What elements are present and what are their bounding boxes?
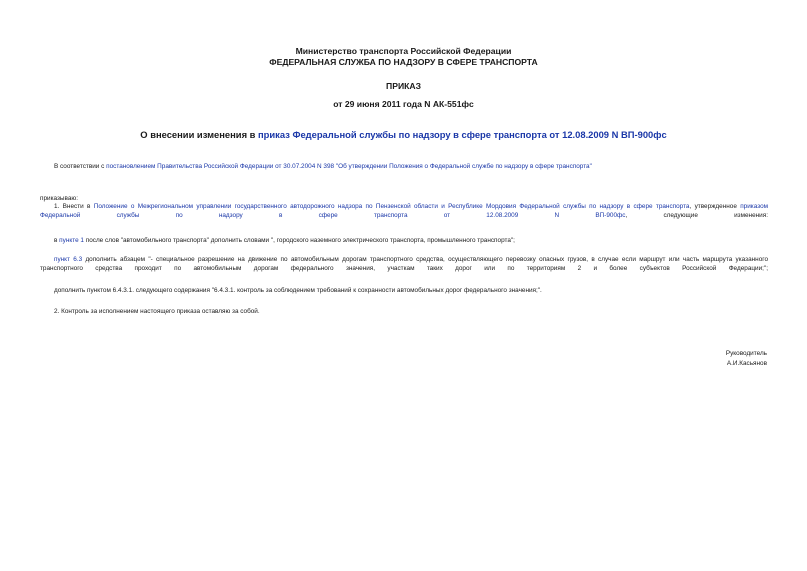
subject-link[interactable]: приказ Федеральной службы по надзору в сфере транспорта от 12.08.2009 N ВП-900фс [258, 129, 667, 140]
change-2-paragraph [40, 255, 768, 274]
item-1-middle: , утвержденное [689, 203, 741, 210]
ministry-name: Министерство транспорта Российской Федерации [295, 46, 512, 56]
document-subject [0, 129, 807, 140]
change-1-prefix: в [54, 237, 60, 244]
change-1-paragraph [54, 236, 768, 245]
change-1-link[interactable]: пункте 1 [59, 237, 84, 244]
change-2-link[interactable]: пункт 6.3 [54, 256, 83, 263]
item-2-paragraph: 2. Контроль за исполнением настоящего приказа оставляю за собой. [54, 308, 260, 315]
document-type: ПРИКАЗ [386, 81, 421, 91]
order-word: приказываю: [40, 195, 78, 202]
item-1-order-link[interactable]: приказом Федеральной службы по надзору в сфере транспорта от 12.08.2009 N ВП-900фс [40, 203, 769, 220]
change-3-paragraph: дополнить пунктом 6.4.3.1. следующего содержания "6.4.3.1. контроль за соблюдением требований к сохранности автомобильных дорог федерального значения;". [54, 287, 542, 294]
signature-name: А.И.Касьянов [726, 360, 767, 367]
signature-title: Руководитель [725, 350, 767, 357]
basis-link[interactable]: постановлением Правительства Российской Федерации от 30.07.2004 N 398 "Об утверждении Положения о Федеральной службе по надзору в сфере транспорта" [106, 163, 592, 170]
service-name: ФЕДЕРАЛЬНАЯ СЛУЖБА ПО НАДЗОРУ В СФЕРЕ ТРАНСПОРТА [269, 57, 538, 67]
item-1-regulation-link[interactable]: Положение о Межрегиональном управлении государственного автодорожного надзора по Пензенской области и Республике Мордовия Федеральной службы по надзору в сфере транспорта [93, 203, 690, 210]
subject-prefix: О внесении изменения в [140, 129, 259, 140]
item-1-paragraph [40, 202, 768, 221]
basis-prefix: В соответствии с [54, 163, 107, 170]
document-date-number: от 29 июня 2011 года N АК-551фс [333, 99, 474, 109]
basis-paragraph [54, 162, 768, 171]
change-1-text: после слов "автомобильного транспорта" дополнить словами ", городского наземного электрического транспорта, промышленного транспорта"; [83, 237, 515, 244]
change-2-text: дополнить абзацем "- специальное разрешение на движение по автомобильным дорогам транспортного средства, осуществляющего перевозку опасных грузов, в случае если маршрут или часть маршрута указанного транспортного средства проходит по автомобильным дорогам федерального значения, участкам таких дорог или по территориям 2 и более субъектов Российской Федерации;"; [40, 256, 768, 273]
item-1-prefix: 1. Внести в [54, 203, 94, 210]
item-1-suffix: , следующие изменения: [625, 212, 768, 220]
